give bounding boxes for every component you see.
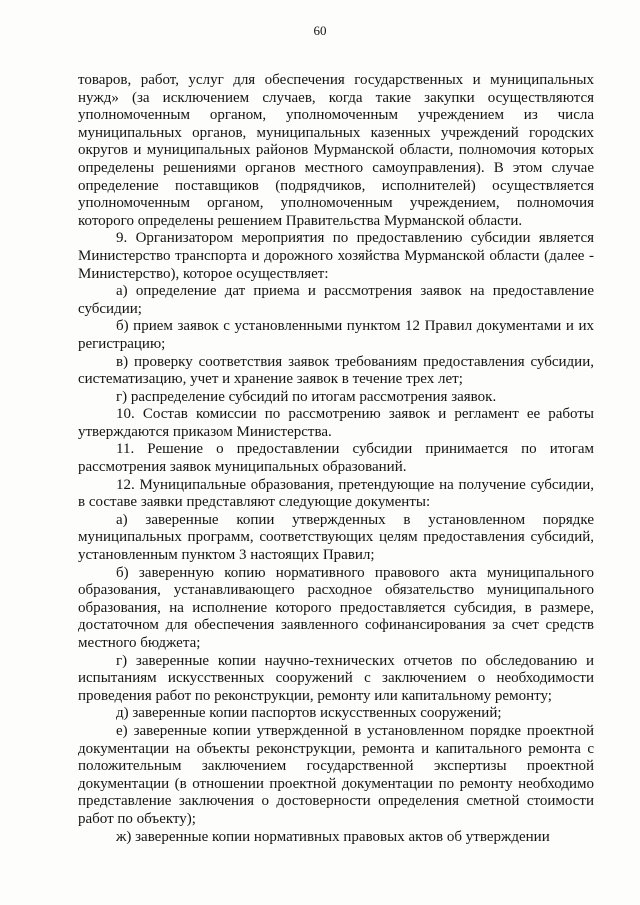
paragraph-p13: е) заверенные копии утвержденной в установленном порядке проектной документации на объекты реконструкции, ремонта и капитального ремонта с положительным заключением государственной экспертизы проектной документации (в отношении проектной документации по ремонту необходимо представление заключения о достоверности определения сметной стоимости работ по объекту);: [78, 722, 594, 827]
paragraph-p12: д) заверенные копии паспортов искусственных сооружений;: [116, 705, 502, 722]
paragraph-p0: товаров, работ, услуг для обеспечения государственных и муниципальных нужд» (за исключением случаев, когда такие закупки осуществляются уполномоченным органом, уполномоченным учреждением из числа муниципальных органов, муниципальных казенных учреждений городских округов и муниципальных районов Мурманской области, полномочия которых определены решениями органов местного самоуправления). В этом случае определение поставщиков (подрядчиков, исполнителей) осуществляется уполномоченным органом, уполномоченным учреждением, полномочия которого определены решением Правительства Мурманской области.: [78, 72, 594, 229]
paragraph-p7: 11. Решение о предоставлении субсидии принимается по итогам рассмотрения заявок муниципальных образований.: [78, 441, 594, 476]
paragraph-p9: а) заверенные копии утвержденных в установленном порядке муниципальных программ, соответствующих целям предоставления субсидий, установленным пунктом 3 настоящих Правил;: [78, 511, 594, 564]
page-number: 60: [313, 23, 327, 38]
paragraph-p14: ж) заверенные копии нормативных правовых актов об утверждении: [116, 828, 550, 845]
paragraph-p10: б) заверенную копию нормативного правового акта муниципального образования, устанавливающего расходное обязательство муниципального образования, на исполнение которого предоставляется субсидия, в размере, достаточном для обеспечения заявленного софинансирования за счет средств местного бюджета;: [78, 564, 594, 651]
paragraph-p4: в) проверку соответствия заявок требованиям предоставления субсидии, систематизацию, учет и хранение заявок в течение трех лет;: [78, 353, 594, 388]
paragraph-p8: 12. Муниципальные образования, претендующие на получение субсидии, в составе заявки представляют следующие документы:: [78, 476, 594, 511]
paragraph-p1: 9. Организатором мероприятия по предоставлению субсидии является Министерство транспорта и дорожного хозяйства Мурманской области (далее - Министерство), которое осуществляет:: [78, 230, 594, 282]
paragraph-p5: г) распределение субсидий по итогам рассмотрения заявок.: [116, 388, 497, 405]
paragraph-p11: г) заверенные копии научно-технических отчетов по обследованию и испытаниям искусственных сооружений с заключением о необходимости проведения работ по реконструкции, ремонту или капитальному ремонту;: [78, 652, 594, 704]
paragraph-p2: а) определение дат приема и рассмотрения заявок на предоставление субсидии;: [78, 283, 594, 317]
paragraph-p3: б) прием заявок с установленными пунктом 12 Правил документами и их регистрацию;: [78, 318, 594, 352]
paragraph-p6: 10. Состав комиссии по рассмотрению заявок и регламент ее работы утверждаются приказом Министерства.: [78, 406, 594, 440]
document-body: [78, 72, 594, 846]
